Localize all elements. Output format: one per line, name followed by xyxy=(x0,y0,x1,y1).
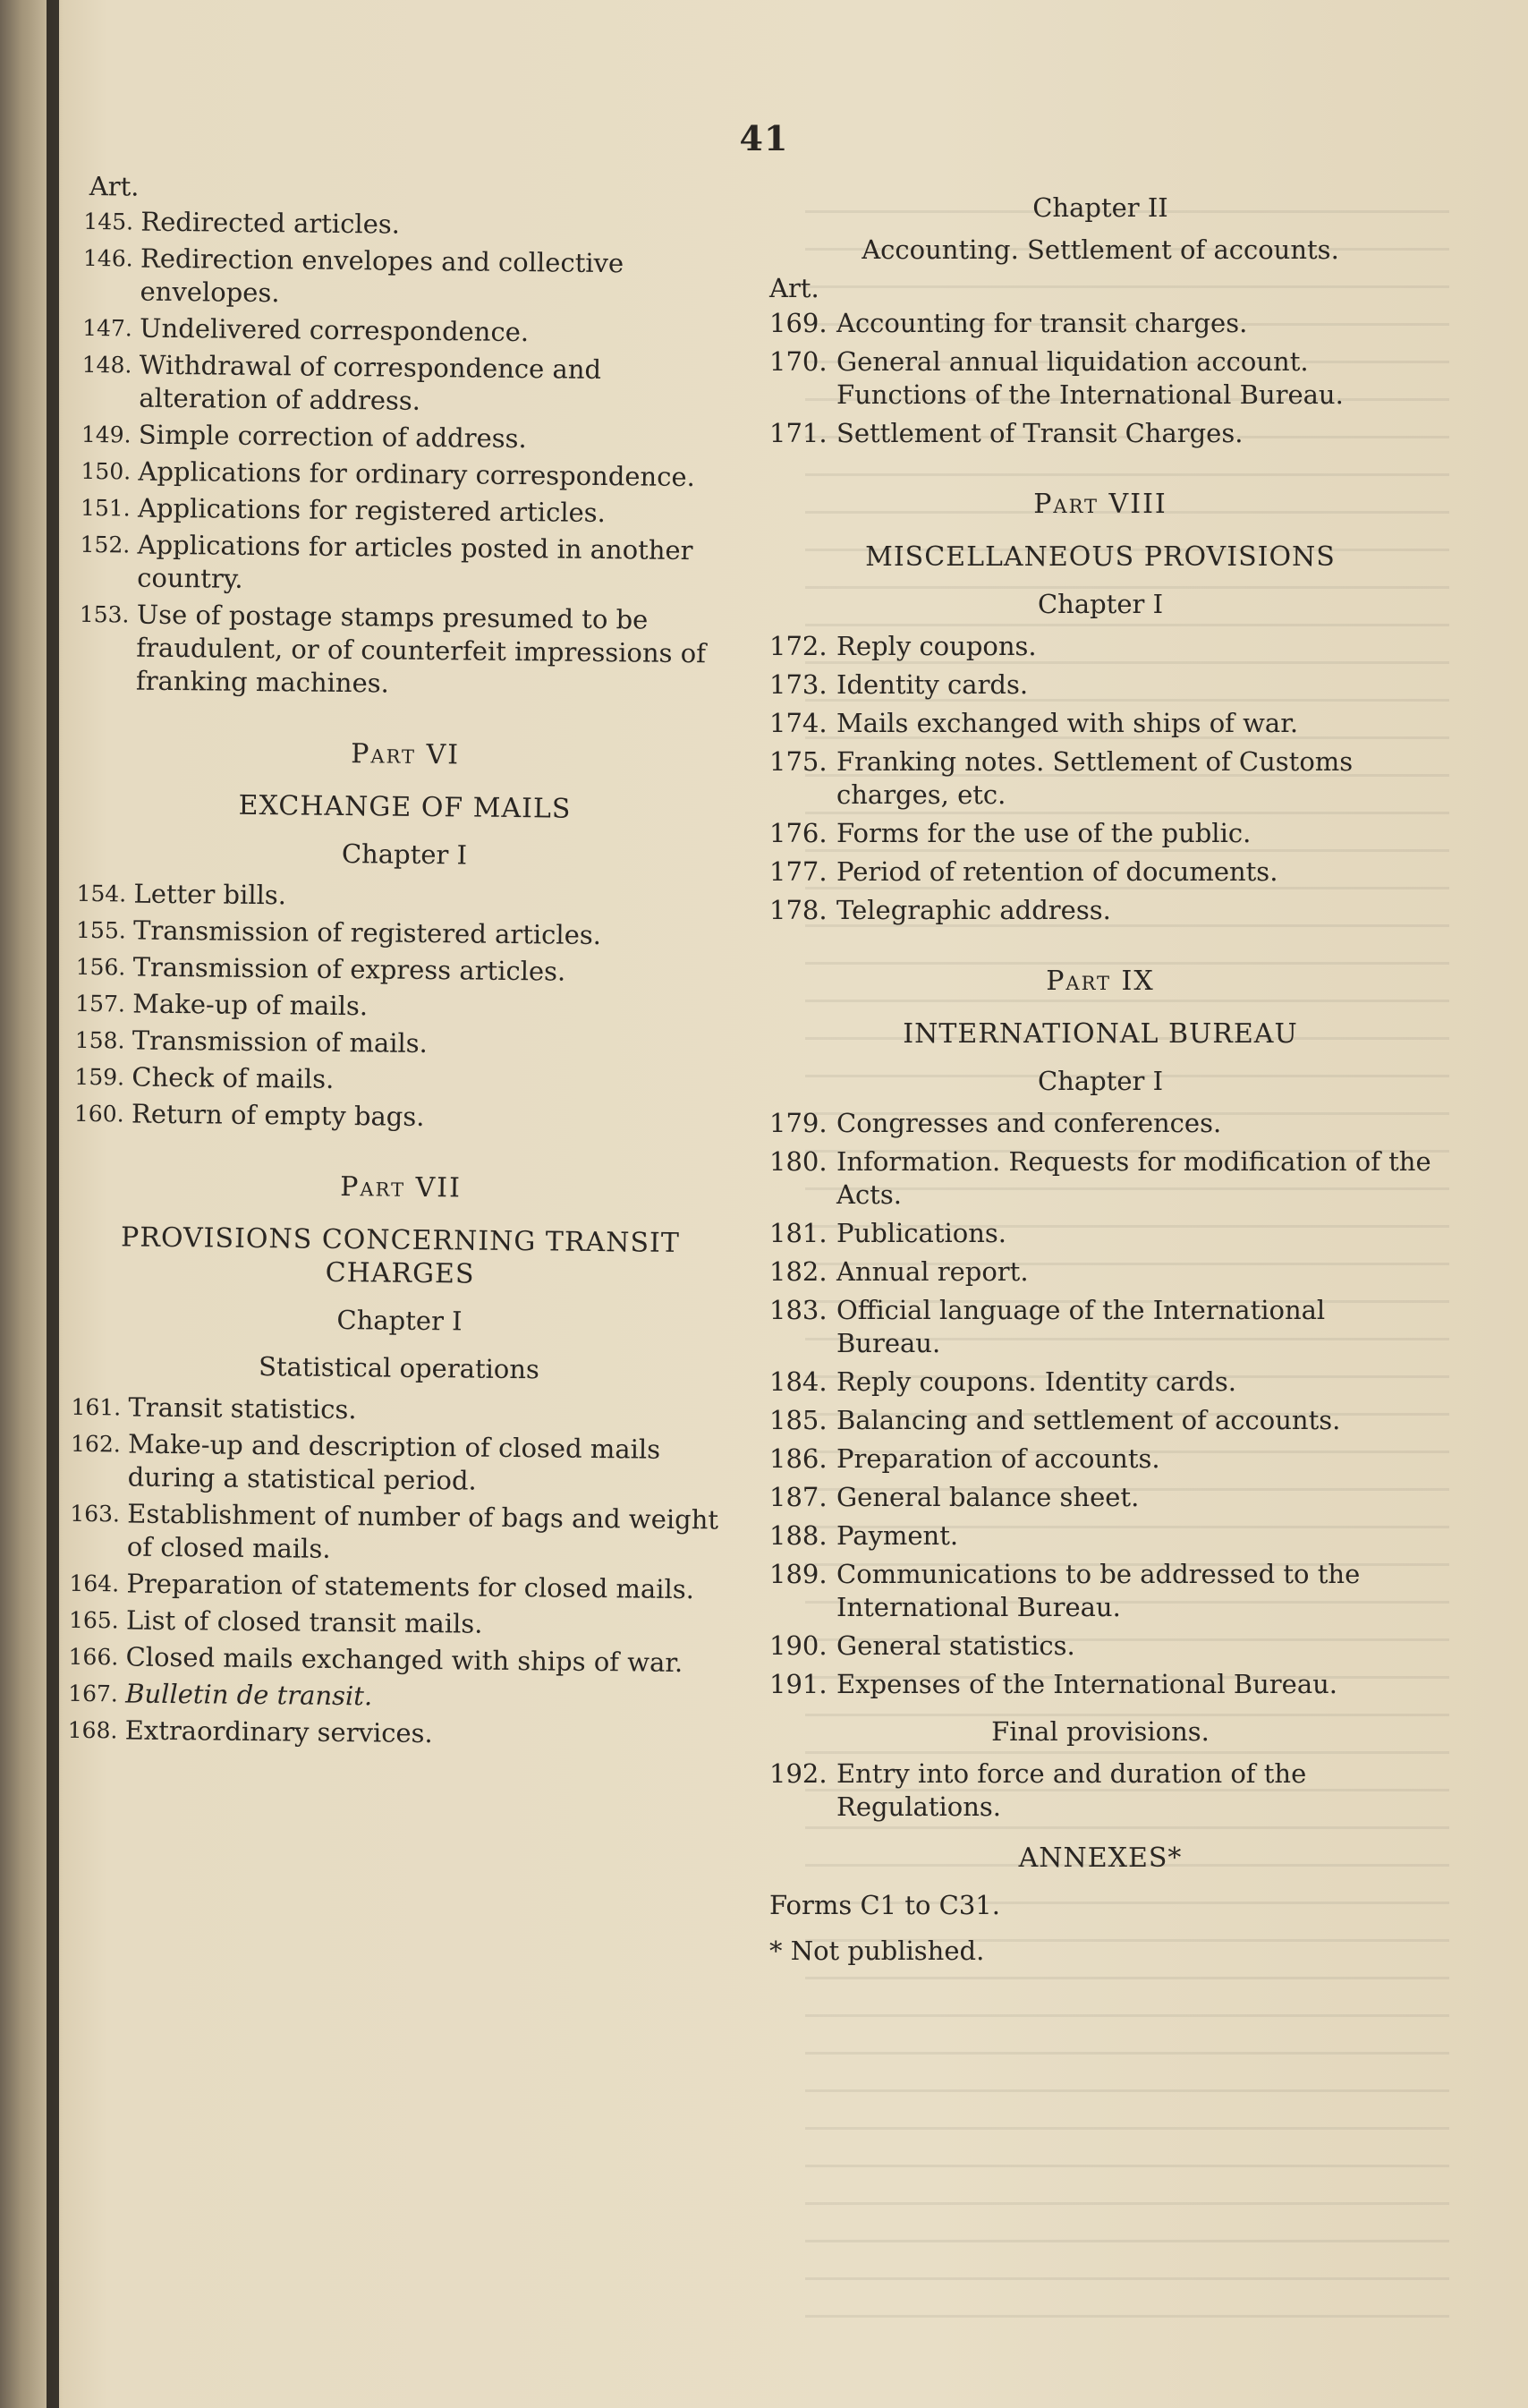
part-title: MISCELLANEOUS PROVISIONS xyxy=(865,541,1336,573)
entry-text: Applications for ordinary correspondence. xyxy=(138,455,696,493)
entry-text: Use of postage stamps presumed to be fraudulent, or of counterfeit impressions of franking machines. xyxy=(135,599,707,699)
entry-number: 165. xyxy=(68,1606,119,1634)
entry-number: 171. xyxy=(769,418,828,448)
toc-entry xyxy=(70,1497,720,1570)
entry-number: 148. xyxy=(81,351,132,379)
entry-number: 160. xyxy=(73,1100,124,1127)
toc-entry xyxy=(74,1024,725,1064)
entry-number: 180. xyxy=(769,1146,828,1177)
toc-entry xyxy=(769,1366,1431,1399)
entry-number: 167. xyxy=(68,1680,118,1707)
entry-number: 185. xyxy=(769,1405,828,1435)
entry-number: 163. xyxy=(70,1500,121,1527)
entry-text: Information. Requests for modification of the Acts. xyxy=(836,1146,1431,1210)
toc-entry xyxy=(769,1481,1431,1514)
entry-number: 164. xyxy=(69,1570,120,1597)
left-entries-a xyxy=(79,205,734,704)
footnote: * Not published. xyxy=(769,1936,985,1966)
entry-text: Settlement of Transit Charges. xyxy=(836,418,1244,448)
part-heading: Part VI xyxy=(351,738,461,771)
entry-number: 188. xyxy=(769,1520,828,1551)
entry-number: 161. xyxy=(71,1393,122,1421)
entry-text: General statistics. xyxy=(836,1630,1075,1661)
toc-entry xyxy=(80,491,730,532)
entry-number: 181. xyxy=(769,1218,828,1248)
part-title: PROVISIONS CONCERNING TRANSIT CHARGES xyxy=(120,1221,681,1290)
toc-entry xyxy=(769,855,1431,889)
toc-entry xyxy=(68,1640,717,1680)
entry-number: 169. xyxy=(769,308,828,338)
part-title: EXCHANGE OF MAILS xyxy=(238,789,572,825)
entry-number: 190. xyxy=(769,1630,828,1661)
toc-entry xyxy=(769,630,1431,663)
toc-entry xyxy=(81,418,731,458)
entry-number: 166. xyxy=(68,1643,119,1671)
entry-number: 178. xyxy=(769,895,828,925)
toc-entry xyxy=(769,1442,1431,1476)
entry-text: Bulletin de transit. xyxy=(124,1678,373,1712)
entry-text: Preparation of accounts. xyxy=(836,1443,1160,1474)
entry-text: List of closed transit mails. xyxy=(125,1604,483,1639)
chapter-heading: Chapter I xyxy=(1037,1066,1164,1096)
chapter-subtitle: Statistical operations xyxy=(258,1351,540,1385)
entry-number: 151. xyxy=(80,494,131,522)
entry-text: Transmission of express articles. xyxy=(132,951,566,987)
toc-entry xyxy=(80,528,730,601)
entry-text: Undelivered correspondence. xyxy=(139,312,530,348)
entry-number: 156. xyxy=(75,953,126,981)
toc-entry xyxy=(769,1217,1431,1250)
entry-text: Withdrawal of correspondence and alteration of address. xyxy=(139,349,602,416)
entry-text: Closed mails exchanged with ships of war. xyxy=(125,1641,683,1679)
entry-text: Make-up of mails. xyxy=(132,988,369,1022)
art-label: Art. xyxy=(89,170,140,202)
entry-number: 183. xyxy=(769,1295,828,1325)
book-spine-shadow xyxy=(47,0,59,2408)
toc-entry xyxy=(769,1757,1431,1824)
right-entries-c xyxy=(769,1107,1431,1701)
toc-entry xyxy=(769,1519,1431,1553)
toc-entry xyxy=(769,1558,1431,1624)
entry-number: 176. xyxy=(769,818,828,848)
entry-text: Reply coupons. xyxy=(836,631,1037,661)
entry-number: 173. xyxy=(769,669,828,700)
entry-text: Redirection envelopes and collective envelopes. xyxy=(140,243,624,309)
entry-text: Forms for the use of the public. xyxy=(836,818,1252,848)
entry-number: 153. xyxy=(79,600,130,628)
entry-number: 168. xyxy=(67,1716,118,1744)
entry-text: Extraordinary services. xyxy=(124,1715,433,1749)
entry-text: Redirected articles. xyxy=(140,206,401,240)
toc-entry xyxy=(769,1629,1431,1663)
forms-line: Forms C1 to C31. xyxy=(769,1890,1000,1920)
toc-entry xyxy=(769,417,1431,450)
toc-entry xyxy=(73,1097,724,1137)
entry-number: 159. xyxy=(74,1063,125,1091)
entry-text: Telegraphic address. xyxy=(836,895,1111,925)
entry-number: 187. xyxy=(769,1482,828,1512)
entry-text: Congresses and conferences. xyxy=(836,1108,1222,1138)
entry-number: 170. xyxy=(769,346,828,377)
entry-text: Expenses of the International Bureau. xyxy=(836,1669,1338,1699)
chapter-heading: Chapter II xyxy=(1032,192,1168,223)
left-entries-c xyxy=(67,1391,721,1754)
entry-text: Balancing and settlement of accounts. xyxy=(836,1405,1341,1435)
entry-text: Period of retention of documents. xyxy=(836,856,1278,887)
entry-text: Reply coupons. Identity cards. xyxy=(836,1366,1236,1397)
entry-number: 154. xyxy=(76,880,127,907)
final-provisions-heading: Final provisions. xyxy=(991,1716,1210,1747)
entry-text: General annual liquidation account. Functions of the International Bureau. xyxy=(836,346,1344,410)
toc-entry xyxy=(75,987,725,1027)
right-entries-b xyxy=(769,630,1431,927)
entry-text: Identity cards. xyxy=(836,669,1029,700)
toc-entry xyxy=(67,1714,717,1754)
entry-number: 192. xyxy=(769,1758,828,1789)
entry-text: Franking notes. Settlement of Customs charges, etc. xyxy=(836,746,1354,810)
toc-entry xyxy=(769,1404,1431,1437)
entry-text: Applications for registered articles. xyxy=(137,492,607,529)
entry-text: Annual report. xyxy=(836,1256,1029,1287)
entry-text: Transit statistics. xyxy=(128,1391,357,1425)
toc-entry xyxy=(75,914,726,954)
toc-entry xyxy=(769,817,1431,850)
toc-entry xyxy=(69,1567,718,1607)
entry-text: Applications for articles posted in another country. xyxy=(137,529,693,594)
toc-entry xyxy=(769,1255,1431,1289)
entry-text: Entry into force and duration of the Regulations. xyxy=(836,1758,1307,1822)
toc-entry xyxy=(769,1107,1431,1140)
toc-entry xyxy=(68,1604,718,1644)
toc-entry xyxy=(83,205,733,245)
toc-entry xyxy=(81,348,732,421)
entry-number: 162. xyxy=(70,1430,121,1458)
entry-text: Communications to be addressed to the International Bureau. xyxy=(836,1559,1361,1622)
entry-text: Check of mails. xyxy=(132,1061,335,1094)
entry-number: 145. xyxy=(83,208,134,235)
toc-entry xyxy=(769,307,1431,340)
right-entries-a xyxy=(769,307,1431,450)
left-entries-b xyxy=(73,877,726,1137)
toc-entry xyxy=(79,598,729,704)
toc-entry xyxy=(769,1668,1431,1701)
entry-number: 184. xyxy=(769,1366,828,1397)
entry-number: 175. xyxy=(769,746,828,777)
entry-number: 152. xyxy=(80,531,131,558)
entry-number: 149. xyxy=(81,421,132,448)
toc-entry xyxy=(68,1677,717,1717)
right-column xyxy=(769,170,1431,1968)
entry-number: 158. xyxy=(74,1026,125,1054)
annexes-heading: ANNEXES* xyxy=(1018,1842,1183,1874)
entry-text: Official language of the International Bureau. xyxy=(836,1295,1326,1358)
toc-entry xyxy=(74,1060,724,1101)
part-heading: Part IX xyxy=(1046,966,1155,997)
entry-number: 155. xyxy=(75,916,126,944)
toc-entry xyxy=(769,668,1431,702)
entry-text: Publications. xyxy=(836,1218,1007,1248)
chapter-heading: Chapter I xyxy=(341,838,468,871)
chapter-title: Accounting. Settlement of accounts. xyxy=(862,234,1339,265)
page-number: 41 xyxy=(739,118,789,158)
toc-entry xyxy=(769,1294,1431,1360)
entry-text: Transmission of registered articles. xyxy=(132,915,602,951)
entry-text: Return of empty bags. xyxy=(131,1098,425,1132)
entry-number: 182. xyxy=(769,1256,828,1287)
toc-entry xyxy=(76,877,726,917)
toc-entry xyxy=(769,745,1431,812)
entry-text: Accounting for transit charges. xyxy=(836,308,1248,338)
entry-number: 174. xyxy=(769,708,828,738)
entry-text: General balance sheet. xyxy=(836,1482,1140,1512)
toc-entry xyxy=(81,455,730,495)
art-label: Art. xyxy=(769,273,819,303)
part-title: INTERNATIONAL BUREAU xyxy=(903,1018,1298,1050)
toc-entry xyxy=(82,311,732,352)
entry-number: 191. xyxy=(769,1669,828,1699)
toc-entry xyxy=(769,1145,1431,1212)
toc-entry xyxy=(75,950,725,991)
toc-entry xyxy=(769,707,1431,740)
entry-text: Establishment of number of bags and weight of closed mails. xyxy=(126,1498,719,1564)
entry-text: Simple correction of address. xyxy=(138,419,527,455)
toc-entry xyxy=(769,894,1431,927)
entry-number: 172. xyxy=(769,631,828,661)
entry-text: Preparation of statements for closed mails. xyxy=(126,1568,695,1605)
part-heading: Part VIII xyxy=(1033,489,1167,520)
entry-text: Transmission of mails. xyxy=(132,1025,429,1059)
toc-entry xyxy=(71,1391,720,1431)
entry-text: Mails exchanged with ships of war. xyxy=(836,708,1299,738)
entry-number: 189. xyxy=(769,1559,828,1589)
entry-number: 179. xyxy=(769,1108,828,1138)
left-column xyxy=(67,170,734,1757)
chapter-heading: Chapter I xyxy=(1037,589,1164,619)
entry-number: 150. xyxy=(81,457,132,485)
entry-number: 157. xyxy=(75,990,126,1017)
part-heading: Part VII xyxy=(340,1170,463,1204)
entry-number: 186. xyxy=(769,1443,828,1474)
entry-text: Letter bills. xyxy=(133,878,287,911)
entry-number: 147. xyxy=(82,314,132,342)
toc-entry xyxy=(82,242,733,315)
toc-entry xyxy=(769,345,1431,412)
entry-number: 177. xyxy=(769,856,828,887)
entry-text: Make-up and description of closed mails during a statistical period. xyxy=(127,1428,661,1496)
entry-text: Payment. xyxy=(836,1520,959,1551)
entry-number: 146. xyxy=(82,244,133,272)
toc-entry xyxy=(70,1427,721,1501)
chapter-heading: Chapter I xyxy=(336,1304,463,1337)
